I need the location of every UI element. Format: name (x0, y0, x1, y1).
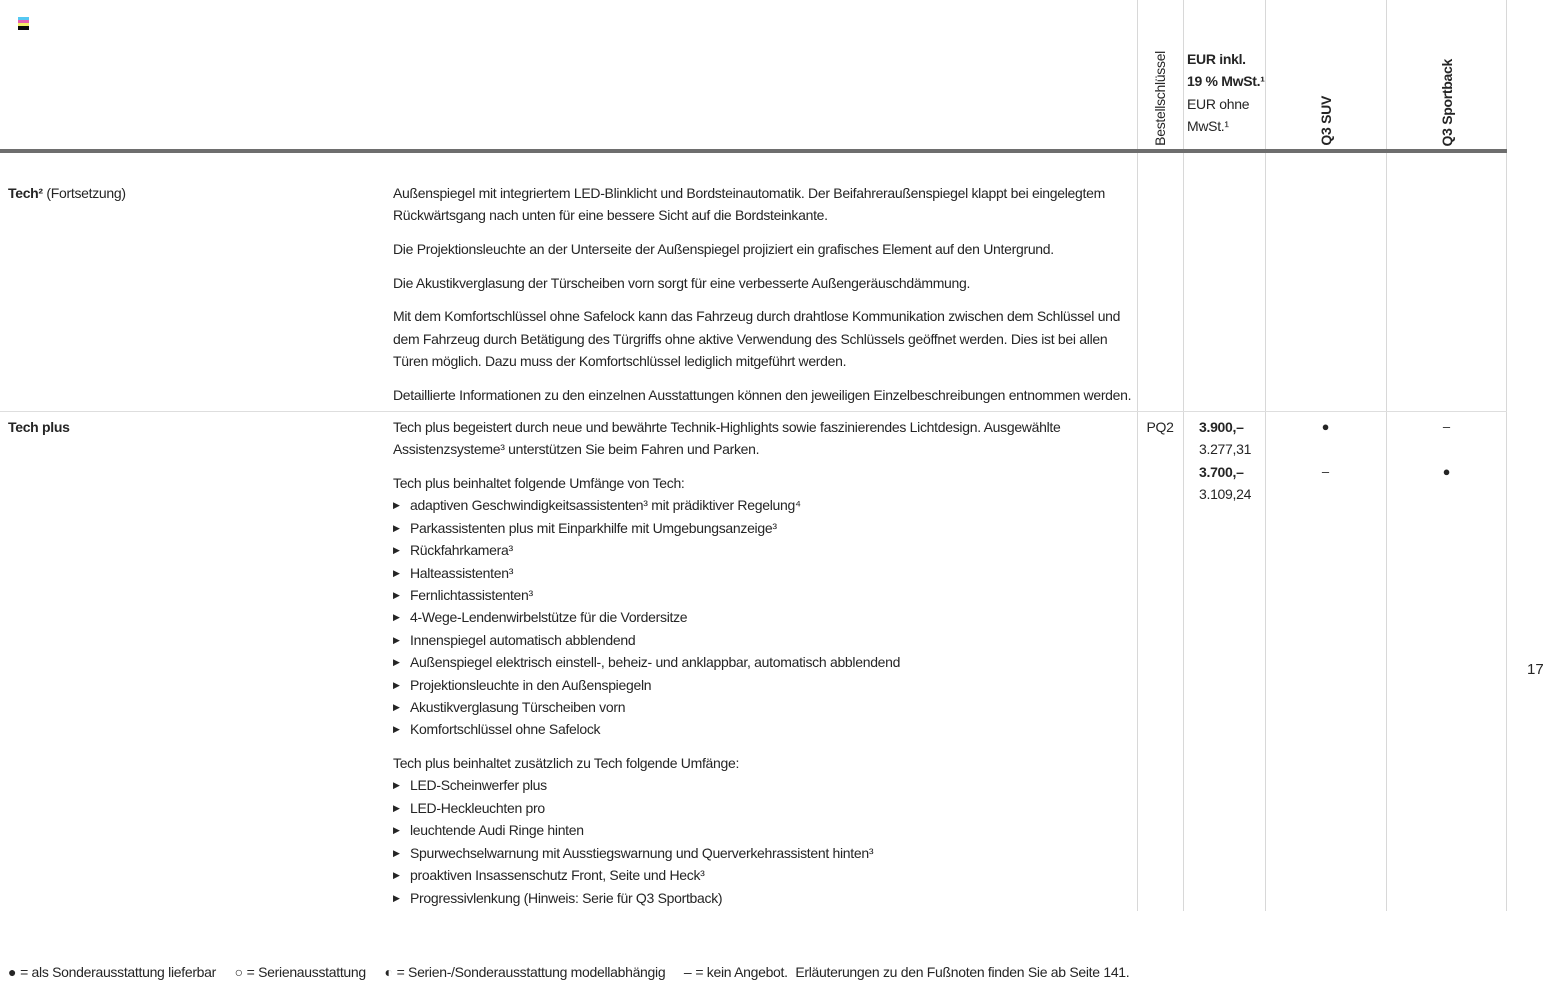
bullet-item (393, 797, 1135, 819)
eur-header-line: 19 % MwSt.¹ (1187, 73, 1265, 90)
paragraph: Die Projektionsleuchte an der Unterseite der Außenspiegel projiziert ein grafisches Element auf den Untergrund. (393, 241, 1054, 257)
bullet-triangle-icon: ▶ (393, 679, 400, 690)
list-title: Tech plus beinhaltet folgende Umfänge von Tech: (393, 475, 685, 491)
eur-header-line: EUR inkl. (1187, 51, 1246, 67)
bullet-triangle-icon: ▶ (393, 892, 400, 903)
legend-text: = Serien-/Sonderausstattung modellabhängig (396, 964, 666, 980)
dash-icon: – (683, 964, 692, 980)
legend-item (235, 964, 366, 980)
color-stripe-black (18, 26, 29, 30)
availability-mark: – (1321, 463, 1330, 479)
availability-mark (1386, 438, 1507, 460)
bullet-item (393, 562, 1135, 584)
bullet-triangle-icon: ▶ (393, 612, 400, 623)
column-header-label: Q3 SUV (1317, 96, 1334, 146)
bullet-item (393, 887, 1135, 909)
bullet-item-label: Akustikverglasung Türscheiben vorn (410, 699, 626, 716)
bullet-item (393, 718, 1135, 740)
footnote-legend (8, 964, 1129, 980)
bullet-item (393, 584, 1135, 606)
bullet-triangle-icon: ▶ (393, 825, 400, 836)
bullet-triangle-icon: ▶ (393, 724, 400, 735)
feature-list-tech (393, 494, 1135, 740)
bullet-triangle-icon: ▶ (393, 802, 400, 813)
eur-header-line: MwSt.¹ (1187, 118, 1229, 135)
legend-text: = als Sonderausstattung lieferbar (20, 964, 217, 980)
bullet-item-label: Projektionsleuchte in den Außenspiegeln (410, 676, 652, 693)
print-registration-mark-icon (18, 17, 29, 30)
bullet-item (393, 494, 1135, 516)
paragraph: Außenspiegel mit integriertem LED-Blinklicht und Bordsteinautomatik. Der Beifahreraußenspiegel klappt bei eingelegtem Rückwärtsgang nach unten für eine bessere Sicht auf die Bordsteinkante. (393, 185, 1105, 224)
bullet-triangle-icon: ▶ (393, 847, 400, 858)
option-name: Tech² (8, 185, 43, 201)
bullet-item-label: Komfortschlüssel ohne Safelock (410, 721, 601, 738)
order-code: PQ2 (1146, 419, 1174, 435)
column-header-q3-sportback (1386, 0, 1507, 146)
bullet-item-label: Rückfahrkamera³ (410, 542, 513, 559)
bullet-triangle-icon: ▶ (393, 522, 400, 533)
bullet-item (393, 517, 1135, 539)
column-header-label: Bestellschlüssel (1152, 51, 1168, 146)
paragraph: Mit dem Komfortschlüssel ohne Safelock kann das Fahrzeug durch drahtlose Kommunikation zwischen dem Schlüssel und dem Fahrzeug durch Betätigung des Türgriffs ohne aktive Verwendung des Schlüssels geöffnet werden. Dies ist bei allen Türen möglich. Dazu muss der Komfortschlüssel lediglich mitgeführt werden. (393, 308, 1121, 369)
bullet-item (393, 539, 1135, 561)
bullet-triangle-icon: ▶ (393, 567, 400, 578)
row-description-tech-plus (393, 416, 1135, 920)
availability-mark: ● (1442, 463, 1451, 479)
row-divider (0, 411, 1507, 412)
row-label-tech (8, 182, 378, 204)
bullet-triangle-icon: ▶ (393, 545, 400, 556)
intro-paragraph: Tech plus begeistert durch neue und bewährte Technik-Highlights sowie faszinierendes Lichtdesign. Ausgewählte Assistenzsysteme³ unterstützen Sie beim Fahren und Parken. (393, 419, 1061, 458)
availability-mark (1386, 483, 1507, 505)
bullet-item (393, 651, 1135, 673)
header-rule (0, 149, 1507, 153)
row-label-tech-plus (8, 416, 378, 438)
paragraph: Die Akustikverglasung der Türscheiben vorn sorgt für eine verbesserte Außengeräuschdämmung. (393, 274, 971, 291)
row-description-tech (393, 182, 1135, 406)
bullet-item (393, 674, 1135, 696)
legend-text: = kein Angebot. (695, 964, 788, 980)
bullet-triangle-icon: ▶ (393, 780, 400, 791)
price-cell (1199, 416, 1251, 506)
page-number: 17 (1527, 661, 1544, 678)
filled-circle-icon: ● (8, 964, 17, 980)
legend-item (385, 964, 666, 980)
bullet-triangle-icon: ▶ (393, 702, 400, 713)
legend-text: = Serienausstattung (246, 964, 366, 980)
bullet-item (393, 696, 1135, 718)
feature-list-additional (393, 774, 1135, 908)
list-title: Tech plus beinhaltet zusätzlich zu Tech folgende Umfänge: (393, 755, 740, 772)
bullet-item-label: Progressivlenkung (Hinweis: Serie für Q3 Sportback) (410, 889, 723, 906)
bullet-item (393, 774, 1135, 796)
price-line: 3.700,– (1199, 463, 1244, 480)
bullet-item-label: 4-Wege-Lendenwirbelstütze für die Vordersitze (410, 609, 688, 626)
bullet-item-label: Außenspiegel elektrisch einstell-, beheiz- und anklappbar, automatisch abblendend (410, 654, 901, 671)
availability-mark: – (1442, 419, 1451, 434)
availability-q3-sportback (1386, 416, 1507, 506)
bullet-triangle-icon: ▶ (393, 657, 400, 668)
column-header-label: Q3 Sportback (1438, 58, 1455, 146)
bullet-item-label: leuchtende Audi Ringe hinten (410, 822, 584, 839)
availability-q3-suv (1265, 416, 1386, 506)
footnote-note: Erläuterungen zu den Fußnoten finden Sie ab Seite 141. (795, 964, 1130, 980)
bullet-item (393, 819, 1135, 841)
empty-circle-icon: ○ (234, 964, 244, 980)
column-header-bestellschluessel (1137, 0, 1183, 146)
availability-mark: ● (1321, 419, 1330, 434)
bullet-item (393, 629, 1135, 651)
column-header-eur (1187, 48, 1265, 138)
bullet-item-label: Spurwechselwarnung mit Ausstiegswarnung und Querverkehrassistent hinten³ (410, 844, 874, 861)
eur-header-line: EUR ohne (1187, 95, 1250, 112)
option-name: Tech plus (8, 419, 70, 435)
bullet-item-label: Fernlichtassistenten³ (410, 587, 533, 604)
bullet-triangle-icon: ▶ (393, 634, 400, 645)
availability-mark (1265, 483, 1386, 505)
bullet-item (393, 864, 1135, 886)
price-line: 3.109,24 (1199, 486, 1252, 503)
price-line: 3.900,– (1199, 419, 1244, 435)
bullet-triangle-icon: ▶ (393, 500, 400, 511)
price-line: 3.277,31 (1199, 441, 1252, 458)
paragraph: Detaillierte Informationen zu den einzelnen Ausstattungen können den jeweiligen Einzelbeschreibungen entnommen werden. (393, 386, 1132, 403)
bullet-triangle-icon: ▶ (393, 590, 400, 601)
option-name-suffix: (Fortsetzung) (42, 185, 126, 201)
bullet-item-label: Innenspiegel automatisch abblendend (410, 631, 636, 648)
half-circle-icon: ◐ (384, 964, 393, 980)
legend-item (684, 964, 788, 980)
bullet-item (393, 842, 1135, 864)
bullet-item-label: Parkassistenten plus mit Einparkhilfe mit Umgebungsanzeige³ (410, 519, 777, 536)
bullet-item-label: adaptiven Geschwindigkeitsassistenten³ mit prädiktiver Regelung⁴ (410, 497, 801, 514)
column-header-q3-suv (1265, 0, 1386, 146)
bullet-item-label: proaktiven Insassenschutz Front, Seite und Heck³ (410, 867, 705, 884)
bullet-item (393, 606, 1135, 628)
bullet-item-label: LED-Heckleuchten pro (410, 799, 545, 816)
column-divider (1183, 0, 1184, 911)
legend-item (8, 964, 216, 980)
availability-mark (1265, 438, 1386, 460)
bullet-triangle-icon: ▶ (393, 870, 400, 881)
bullet-item-label: LED-Scheinwerfer plus (410, 777, 547, 794)
bullet-item-label: Halteassistenten³ (410, 564, 514, 581)
